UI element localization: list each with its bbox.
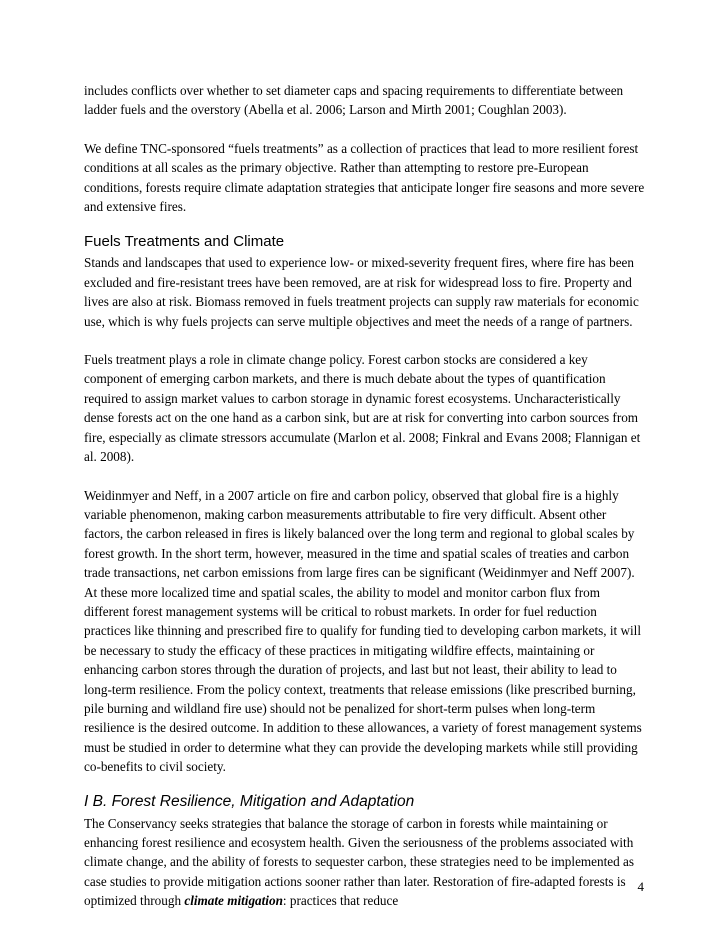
paragraph-conservancy-text: The Conservancy seeks strategies that balance the storage of carbon in forests while maintaining or enhancing forest resilience and ecosystem health. Given the seriousness of the problems associated with climate change, and the ability of forests to sequester carbon, these strategies need to be implemented as case studies to provide mitigation actions sooner rather than later. Restoration of fire-adapted forests is optimized through [84, 815, 635, 909]
paragraph-conservancy-end: : practices that reduce [282, 893, 399, 909]
paragraph-climate-policy: Fuels treatment plays a role in climate change policy. Forest carbon stocks are considered a key component of emerging carbon markets, and there is much debate about the types of quantification required to assign market values to carbon storage in dynamic forest ecosystems. Uncharacteristically dense forests act on the one hand as a carbon sink, but are at risk for converting into carbon sources from fire, especially as climate stressors accumulate (Marlon et al. 2008; Finkral and Evans 2008; Flannigan et al. 2008). [84, 352, 641, 465]
paragraph-weidinmyer: Weidinmyer and Neff, in a 2007 article on fire and carbon policy, observed that global fire is a highly variable phenomenon, making carbon measurements attributable to fire very difficult. Absent other factors, the carbon released in fires is likely balanced over the long term and regional to global scales by forest growth. In the short term, however, measured in the time and spatial scales of treaties and carbon trade transactions, net carbon emissions from large fires can be significant (Weidinmyer and Neff 2007). At these more localized time and spatial scales, the ability to model and monitor carbon flux from different forest management systems will be critical to robust markets. In order for fuel reduction practices like thinning and prescribed fire to qualify for funding tied to developing carbon markets, it will be necessary to study the efficacy of these practices in mitigating wildfire effects, maintaining or enhancing carbon stores through the duration of projects, and last but not least, their ability to lead to long-term resilience. From the policy context, treatments that release emissions (like prescribed burning, pile burning and wildland fire use) should not be penalized for short-term pulses when long-term resilience is the desired outcome. In addition to these allowances, a variety of forest management systems must be studied in order to determine what they can provide the developing markets while still providing co-benefits to civil society. [84, 487, 642, 775]
heading-forest-resilience: I B. Forest Resilience, Mitigation and Adaptation [84, 792, 415, 810]
paragraph-intro: includes conflicts over whether to set diameter caps and spacing requirements to differentiate between ladder fuels and the overstory (Abella et al. 2006; Larson and Mirth 2001; Coughlan 2003). [84, 83, 624, 118]
spacer [84, 120, 646, 139]
spacer [84, 467, 646, 486]
spacer [84, 331, 646, 350]
paragraph-definition: We define TNC-sponsored “fuels treatments” as a collection of practices that lead to more resilient forest conditions at all scales as the primary objective. Rather than attempting to restore pre-European conditions, forests require climate adaptation strategies that anticipate longer fire seasons and more severe and extensive fires. [84, 140, 645, 215]
page-content [84, 81, 646, 911]
emphasis-climate-mitigation: climate mitigation [184, 893, 283, 909]
heading-fuels-treatments: Fuels Treatments and Climate [84, 233, 285, 251]
page-number: 4 [637, 879, 644, 894]
spacer [84, 777, 646, 790]
paragraph-stands: Stands and landscapes that used to experience low- or mixed-severity frequent fires, where fire has been excluded and fire-resistant trees have been removed, are at risk for widespread loss to fire. Property and lives are also at risk. Biomass removed in fuels treatment projects can supply raw materials for economic use, which is why fuels projects can serve multiple objectives and meet the needs of a range of partners. [84, 255, 639, 329]
spacer [84, 216, 646, 231]
paragraph-conservancy [84, 814, 646, 911]
